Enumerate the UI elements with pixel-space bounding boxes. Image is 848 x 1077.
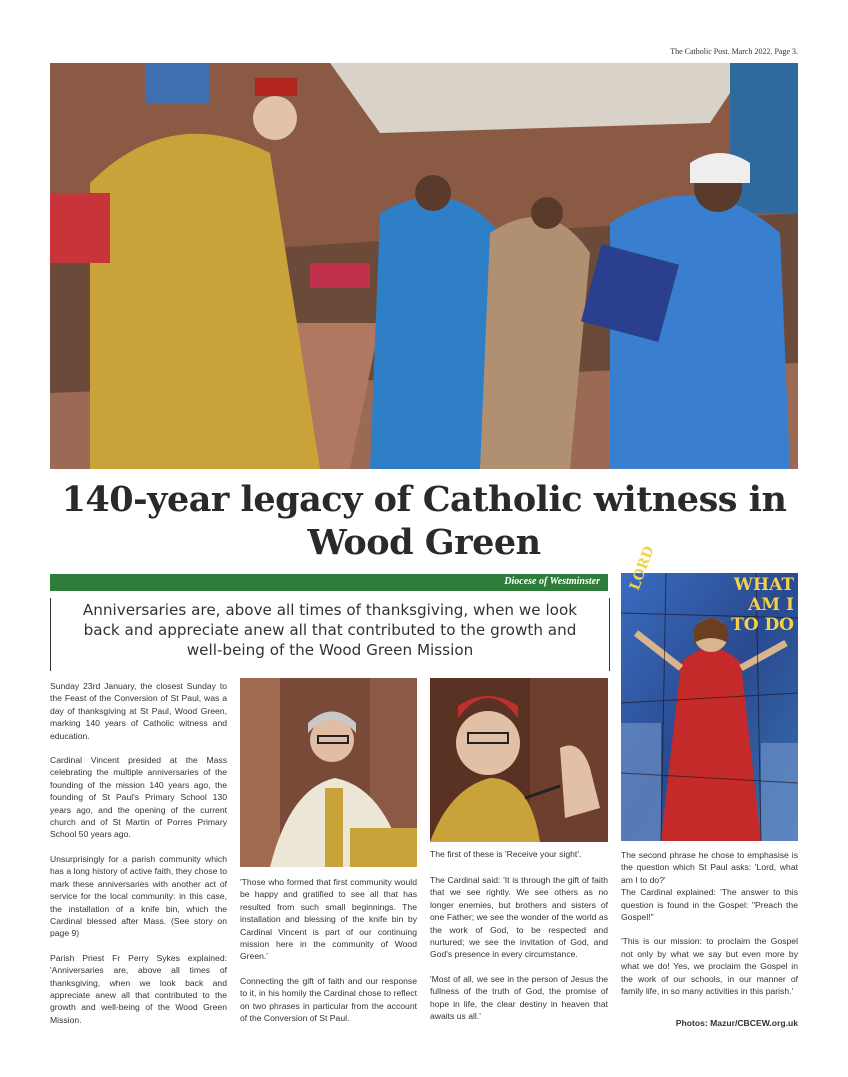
paragraph: Sunday 23rd January, the closest Sunday to the Feast of the Conversion of St Paul, was a day of thanksgiving at St Paul, Wood Green, marking 140 years of Catholic witness and education. xyxy=(50,681,227,741)
main-photo xyxy=(50,63,798,469)
stained-glass-lettering-left: LORD xyxy=(627,543,658,593)
article-column-1 xyxy=(50,680,227,1038)
paragraph: The second phrase he chose to emphasise is the question which St Paul asks: 'Lord, what am I to do?' The Cardinal explained: 'The answer to this question is found in the Gospel: "Preach the Gospel!" xyxy=(621,850,798,923)
pull-quote-text: Anniversaries are, above all times of thanksgiving, when we look back and appreciate anew all that contributed to the growth and well-being of the Wood Green Mission xyxy=(82,601,578,659)
byline-label: Diocese of Westminster xyxy=(504,576,600,587)
stained-glass-photo xyxy=(621,543,798,841)
pull-quote xyxy=(50,598,610,671)
cardinal-photo xyxy=(430,678,608,842)
stained-glass-lettering: WHAT AM I TO DO xyxy=(731,575,794,635)
article-column-2 xyxy=(240,876,417,1036)
publication-line: The Catholic Post. March 2022. Page 3. xyxy=(670,47,798,56)
article-column-3 xyxy=(430,874,608,1034)
paragraph: Parish Priest Fr Perry Sykes explained: 'Anniversaries are, above all times of thanksgiving, when we look back and appreciate anew all that contributed to the growth and well-being of the Wood Green Mission. xyxy=(50,952,227,1025)
paragraph: Cardinal Vincent presided at the Mass celebrating the multiple anniversaries of the founding of the mission 140 years ago, the founding of St Paul's Primary School 130 years ago, and the opening of the current church and of St Martin of Porres Primary School 50 years ago. xyxy=(50,755,227,840)
paragraph: Connecting the gift of faith and our response to it, in his homily the Cardinal chose to reflect on two phrases in particular from the account of the Conversion of St Paul. xyxy=(240,975,417,1024)
article-column-4 xyxy=(621,849,798,1009)
paragraph: Unsurprisingly for a parish community which has a long history of active faith, they chose to mark these anniversaries with another act of service for the local community: in this case, the installation of a knife bin, which the Cardinal blessed after Mass. (See story on page 9) xyxy=(50,853,227,939)
paragraph: 'Most of all, we see in the person of Jesus the fullness of the truth of God, the promise of hope in life, the clear destiny in heaven that awaits us all.' xyxy=(430,973,608,1022)
photo-caption: The first of these is 'Receive your sight'. xyxy=(430,849,582,859)
headline: 140-year legacy of Catholic witness in Wood Green xyxy=(61,479,787,563)
paragraph: 'This is our mission: to proclaim the Gospel not only by what we say but even more by what we do! Yes, we proclaim the Gospel in the work of our schools, in our manner of family life, in so many activities in this parish.' xyxy=(621,936,798,997)
paragraph: 'Those who formed that first community would be happy and gratified to see all that has resulted from such small beginnings. The installation and blessing of the knife bin by Cardinal Vincent is part of our continuing mission here in the community of Wood Green.' xyxy=(240,877,417,962)
paragraph: The Cardinal said: 'It is through the gift of faith that we see rightly. We see others as no longer enemies, but brothers and sisters of one Father; we see the wonder of the world as the work of God, to be respected and nurtured; we see the invitation of God, and God's presence in every circumstance. xyxy=(430,875,608,960)
priest-photo xyxy=(240,678,417,867)
photo-credit: Photos: Mazur/CBCEW.org.uk xyxy=(675,1018,798,1028)
byline-bar xyxy=(50,574,608,591)
